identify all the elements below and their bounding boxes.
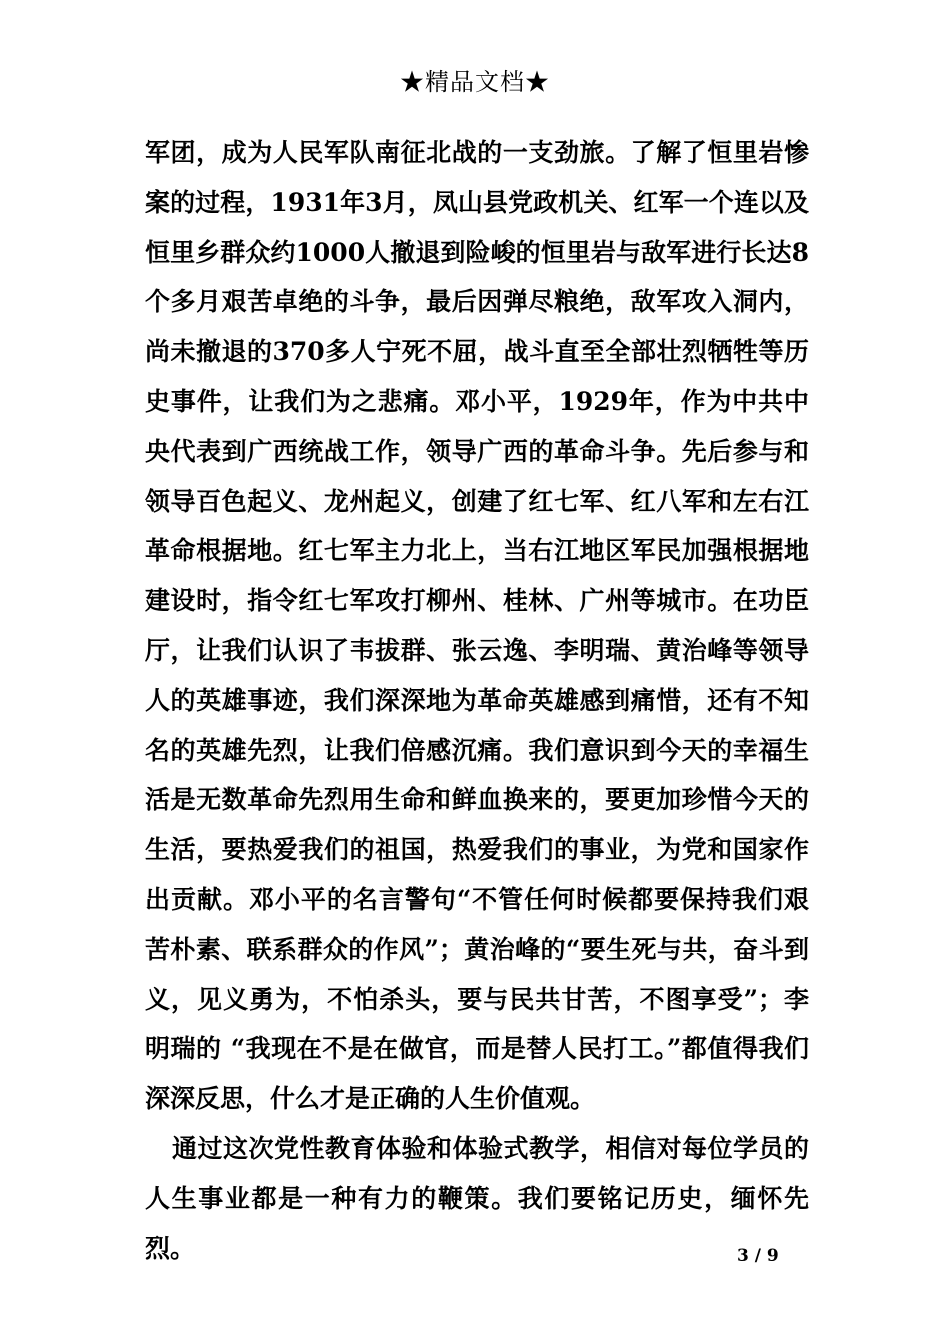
document-body (145, 128, 809, 1273)
body-paragraph-1: 军团，成为人民军队南征北战的一支劲旅。了解了恒里岩惨案的过程，1931年3月，凤山县党政机关、红军一个连以及恒里乡群众约1000人撤退到险峻的恒里岩与敌军进行长达8个多月艰苦卓绝的斗争，最后因弹尽粮绝，敌军攻入洞内，尚未撤退的370多人宁死不屈，战斗直至全部壮烈牺牲等历史事件，让我们为之悲痛。邓小平，1929年，作为中共中央代表到广西统战工作，领导广西的革命斗争。先后参与和领导百色起义、龙州起义，创建了红七军、红八军和左右江革命根据地。红七军主力北上，当右江地区军民加强根据地建设时，指令红七军攻打柳州、桂林、广州等城市。在功臣厅，让我们认识了韦拔群、张云逸、李明瑞、黄治峰等领导人的英雄事迹，我们深深地为革命英雄感到痛惜，还有不知名的英雄先烈，让我们倍感沉痛。我们意识到今天的幸福生活是无数革命先烈用生命和鲜血换来的，要更加珍惜今天的生活，要热爱我们的祖国，热爱我们的事业，为党和国家作出贡献。邓小平的名言警句“不管任何时候都要保持我们艰苦朴素、联系群众的作风”；黄治峰的“要生死与共，奋斗到义，见义勇为，不怕杀头，要与民共甘苦，不图享受”；李明瑞的 “我现在不是在做官，而是替人民打工。”都值得我们深深反思，什么才是正确的人生价值观。 (145, 138, 809, 1114)
page-header-title: ★精品文档★ (400, 68, 550, 96)
body-paragraph-2: 通过这次党性教育体验和体验式教学，相信对每位学员的人生事业都是一种有力的鞭策。我们要铭记历史，缅怀先烈。 (145, 1133, 809, 1263)
page-number: 3 / 9 (737, 1246, 779, 1266)
